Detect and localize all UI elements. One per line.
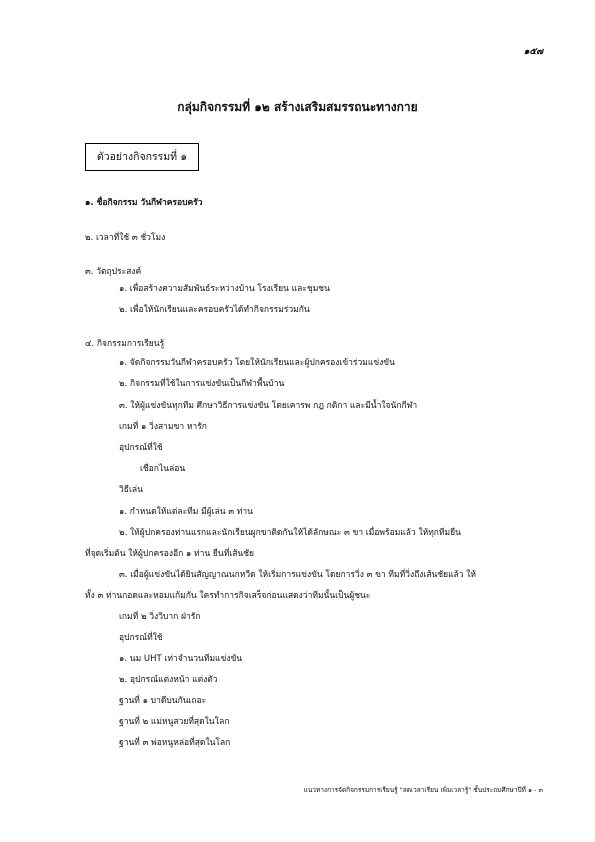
objectives-heading: ๓. วัตถุประสงค์ (85, 267, 142, 277)
activity-step-2: ๒. กิจกรรมที่ใช้ในการแข่งขันเป็นกีฬาพื้นบ้าน (119, 379, 285, 389)
game-2-station-1: ฐานที่ ๑ บาดีบนกันเถอะ (119, 696, 207, 706)
objective-2: ๒. เพื่อให้นักเรียนและครอบครัวได้ทำกิจกรรมร่วมกัน (119, 305, 310, 315)
page-number: ๑๕๗ (523, 47, 543, 57)
game-1-rule-1: ๑. กำหนดให้แต่ละทีม มีผู้เล่น ๓ ท่าน (119, 507, 253, 517)
game-1-rule-2-line-1: ๒. ให้ผู้ปกครองท่านแรกและนักเรียนผูกขาติดกันให้ได้ลักษณะ ๓ ขา เมื่อพร้อมแล้ว ให้ทุกทีมยืน (119, 528, 461, 538)
example-label: ตัวอย่างกิจกรรมที่ ๑ (96, 151, 188, 163)
game-2-equipment-2: ๒. อุปกรณ์แต่งหน้า แต่งตัว (119, 675, 218, 685)
activity-name: ๑. ชื่อกิจกรรม วันกีฬาครอบครัว (85, 198, 203, 208)
activity-step-1: ๑. จัดกิจกรรมวันกีฬาครอบครัว โดยให้นักเรียนและผู้ปกครองเข้าร่วมแข่งขัน (119, 358, 395, 368)
game-2-equipment-label: อุปกรณ์ที่ใช้ (119, 633, 163, 643)
game-2-station-3: ฐานที่ ๓ พ่อหนูหล่อที่สุดในโลก (119, 738, 231, 748)
time-used: ๒. เวลาที่ใช้ ๓ ชั่วโมง (85, 233, 166, 243)
objective-1: ๑. เพื่อสร้างความสัมพันธ์ระหว่างบ้าน โรงเรียน และชุมชน (119, 284, 330, 294)
game-1-equipment-label: อุปกรณ์ที่ใช้ (119, 443, 163, 453)
page-title: กลุ่มกิจกรรมที่ ๑๒ สร้างเสริมสมรรถนะทางกาย (177, 100, 418, 114)
activity-step-3: ๓. ให้ผู้แข่งขันทุกทีม ศึกษาวิธีการแข่งขัน โดยเคารพ กฎ กติกา และมีน้ำใจนักกีฬา (119, 401, 418, 411)
game-1-rule-3-line-2: ทั้ง ๓ ท่านกอดและหอมแก้มกัน ใครทำการกิจเสร็จก่อนแสดงว่าทีมนั้นเป็นผู้ชนะ (85, 591, 371, 601)
game-1-equipment: เชือกไนล่อน (140, 464, 186, 474)
game-1-rule-2-line-2: ที่จุดเริ่มต้น ให้ผู้ปกครองอีก ๑ ท่าน ยืนที่เส้นชัย (85, 549, 254, 559)
game-2-equipment-1: ๑. นม UHT เท่าจำนวนทีมแข่งขัน (119, 654, 243, 664)
game-2-name: เกมที่ ๒ วิ่งวิบาก ฝ่ารัก (119, 612, 201, 622)
game-2-station-2: ฐานที่ ๒ แม่หนูสวยที่สุดในโลก (119, 717, 230, 727)
game-1-rule-3-line-1: ๓. เมื่อผู้แข่งขันได้ยินสัญญาณนกหวีด ให้เริ่มการแข่งขัน โดยการวิ่ง ๓ ขา ทีมที่วิ่งถึงเส้นชัยแล้ว ให้ (119, 570, 476, 580)
activities-heading: ๔. กิจกรรมการเรียนรู้ (85, 339, 165, 349)
page-footer: แนวทางการจัดกิจกรรมการเรียนรู้ "ลดเวลาเรียน เพิ่มเวลารู้" ชั้นประถมศึกษาปีที่ ๑ - ๓ (303, 786, 543, 794)
game-1-method-label: วิธีเล่น (119, 485, 143, 495)
example-label-box (85, 143, 199, 171)
game-1-name: เกมที่ ๑ วิ่งสามขา หารัก (119, 422, 207, 432)
